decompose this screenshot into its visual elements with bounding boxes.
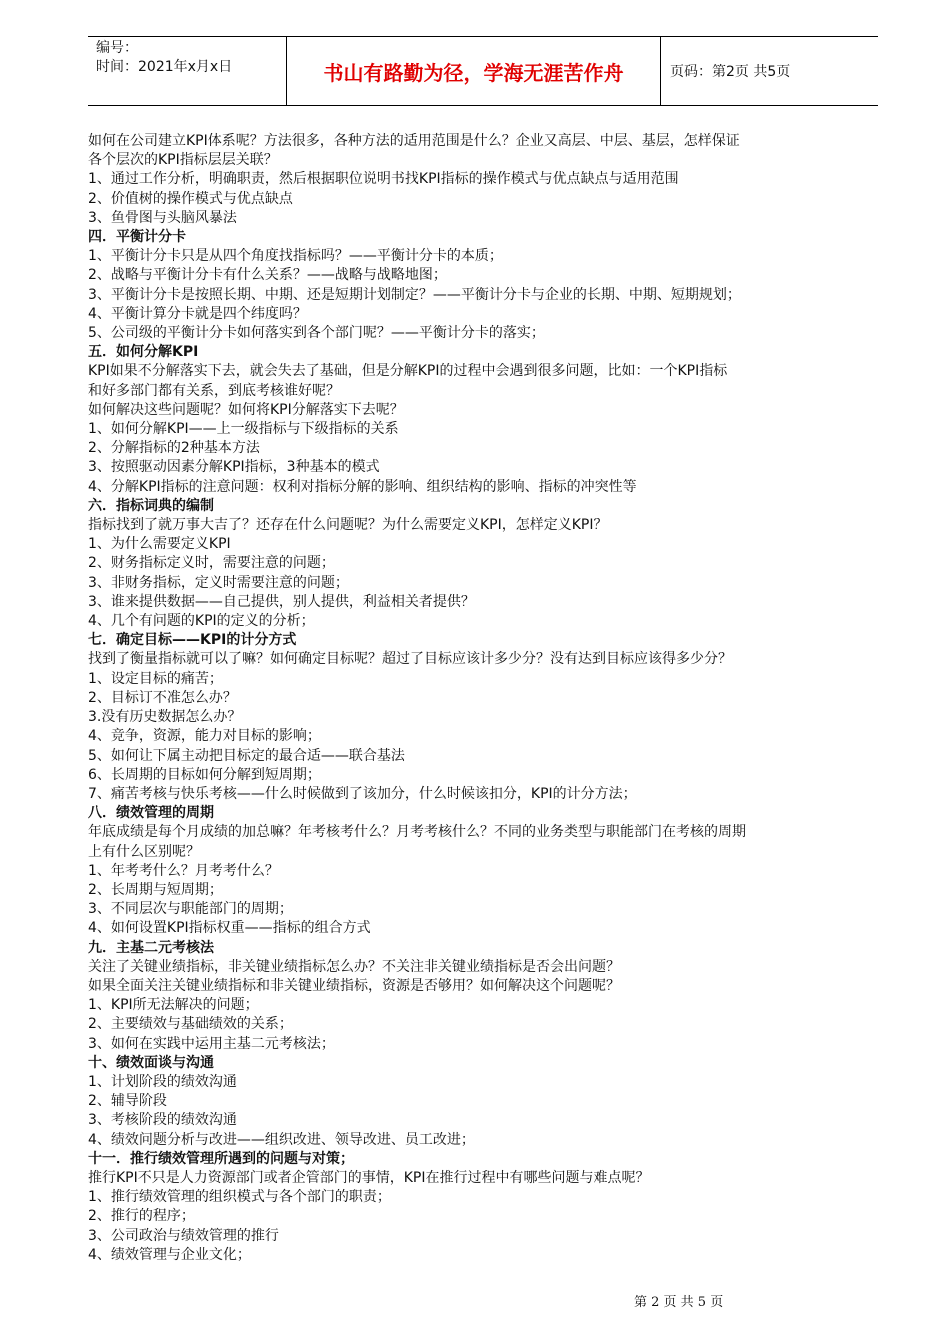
text-line: 2、主要绩效与基础绩效的关系； [88,1016,293,1033]
text-line: 3、谁来提供数据——自己提供，别人提供，利益相关者提供？ [88,593,475,610]
text-line: 和好多部门都有关系，到底考核谁好呢？ [88,382,340,399]
text-line: KPI如果不分解落实下去，就会失去了基础，但是分解KPI的过程中会遇到很多问题，比如：一个KPI指标 [88,363,728,380]
text-line: 1、如何分解KPI——上一级指标与下级指标的关系 [88,421,399,438]
text-line: 1、年考考什么？月考考什么？ [88,862,279,879]
text-line: 3、鱼骨图与头脑风暴法 [88,209,237,226]
text-line: 2、价值树的操作模式与优点缺点 [88,190,293,207]
header-motto: 书山有路勤为径，学海无涯苦作舟 [286,37,661,105]
text-line: 关注了关键业绩指标，非关键业绩指标怎么办？不关注非关键业绩指标是否会出问题？ [88,958,620,975]
text-line: 1、设定目标的痛苦； [88,670,223,687]
text-line: 4、几个有问题的KPI的定义的分析； [88,613,315,630]
text-line: 如果全面关注关键业绩指标和非关键业绩指标，资源是否够用？如何解决这个问题呢？ [88,977,620,994]
text-line: 如何在公司建立KPI体系呢？方法很多，各种方法的适用范围是什么？企业又高层、中层、基层，怎样保证 [88,133,740,149]
text-line: 6、长周期的目标如何分解到短周期； [88,766,321,783]
document-time: 时间：2021年x月x日 [96,59,233,75]
section-heading: 五．如何分解KPI [88,344,199,361]
text-line: 3、考核阶段的绩效沟通 [88,1112,237,1129]
text-line: 如何解决这些问题呢？如何将KPI分解落实下去呢？ [88,401,404,418]
text-line: 2、分解指标的2种基本方法 [88,440,260,457]
text-line: 推行KPI不只是人力资源部门或者企管部门的事情，KPI在推行过程中有哪些问题与难点呢？ [88,1169,650,1186]
text-line: 2、目标订不准怎么办？ [88,689,237,706]
text-line: 1、通过工作分析，明确职责，然后根据职位说明书找KPI指标的操作模式与优点缺点与适用范围 [88,171,679,188]
text-line: 2、战略与平衡计分卡有什么关系？——战略与战略地图； [88,267,447,284]
text-line: 2、长周期与短周期； [88,881,223,898]
page-header [88,36,878,106]
section-heading: 四．平衡计分卡 [88,229,186,246]
text-line: 3、按照驱动因素分解KPI指标，3种基本的模式 [88,459,380,476]
section-heading: 六．指标词典的编制 [88,497,214,514]
text-line: 2、推行的程序； [88,1208,195,1225]
section-heading: 十一．推行绩效管理所遇到的问题与对策； [88,1150,354,1167]
text-line: 3、平衡计分卡是按照长期、中期、还是短期计划制定？——平衡计分卡与企业的长期、中期、短期规划； [88,286,741,303]
text-line: 3、公司政治与绩效管理的推行 [88,1227,279,1244]
text-line: 年底成绩是每个月成绩的加总嘛？年考核考什么？月考考核什么？不同的业务类型与职能部门在考核的周期 [88,824,746,841]
text-line: 3、不同层次与职能部门的周期； [88,901,293,918]
header-page-info: 页码：第2页 共5页 [670,64,791,80]
page-footer: 第 2 页 共 5 页 [634,1295,724,1310]
section-heading: 十、绩效面谈与沟通 [88,1054,214,1071]
text-line: 3.没有历史数据怎么办？ [88,709,242,726]
text-line: 4、绩效管理与企业文化； [88,1246,251,1263]
text-line: 1、平衡计分卡只是从四个角度找指标吗？——平衡计分卡的本质； [88,248,503,265]
text-line: 7、痛苦考核与快乐考核——什么时候做到了该加分，什么时候该扣分，KPI的计分方法； [88,785,637,802]
document-number-label: 编号： [96,40,138,56]
text-line: 指标找到了就万事大吉了？还存在什么问题呢？为什么需要定义KPI，怎样定义KPI？ [88,517,608,534]
text-line: 3、非财务指标，定义时需要注意的问题； [88,574,349,591]
text-line: 1、KPI所无法解决的问题； [88,997,259,1014]
text-line: 4、平衡计算分卡就是四个纬度吗？ [88,305,307,322]
text-line: 1、为什么需要定义KPI [88,536,231,553]
text-line: 4、绩效问题分析与改进——组织改进、领导改进、员工改进； [88,1131,475,1148]
text-line: 各个层次的KPI指标层层关联？ [88,152,278,169]
section-heading: 七．确定目标——KPI的计分方式 [88,632,297,649]
section-heading: 九．主基二元考核法 [88,939,214,956]
text-line: 5、如何让下属主动把目标定的最合适——联合基法 [88,747,405,764]
text-line: 2、辅导阶段 [88,1093,167,1110]
text-line: 3、如何在实践中运用主基二元考核法； [88,1035,335,1052]
text-line: 2、财务指标定义时，需要注意的问题； [88,555,335,572]
text-line: 1、计划阶段的绩效沟通 [88,1073,237,1090]
header-meta [88,37,286,105]
text-line: 上有什么区别呢？ [88,843,200,860]
text-line: 4、如何设置KPI指标权重——指标的组合方式 [88,920,371,937]
text-line: 1、推行绩效管理的组织模式与各个部门的职责； [88,1189,391,1206]
text-line: 找到了衡量指标就可以了嘛？如何确定目标呢？超过了目标应该计多少分？没有达到目标应该得多少分？ [88,651,732,668]
text-line: 4、分解KPI指标的注意问题：权利对指标分解的影响、组织结构的影响、指标的冲突性等 [88,478,637,495]
text-line: 4、竞争，资源，能力对目标的影响； [88,728,321,745]
section-heading: 八．绩效管理的周期 [88,805,214,822]
text-line: 5、公司级的平衡计分卡如何落实到各个部门呢？——平衡计分卡的落实； [88,325,545,342]
document-body [88,132,888,1265]
